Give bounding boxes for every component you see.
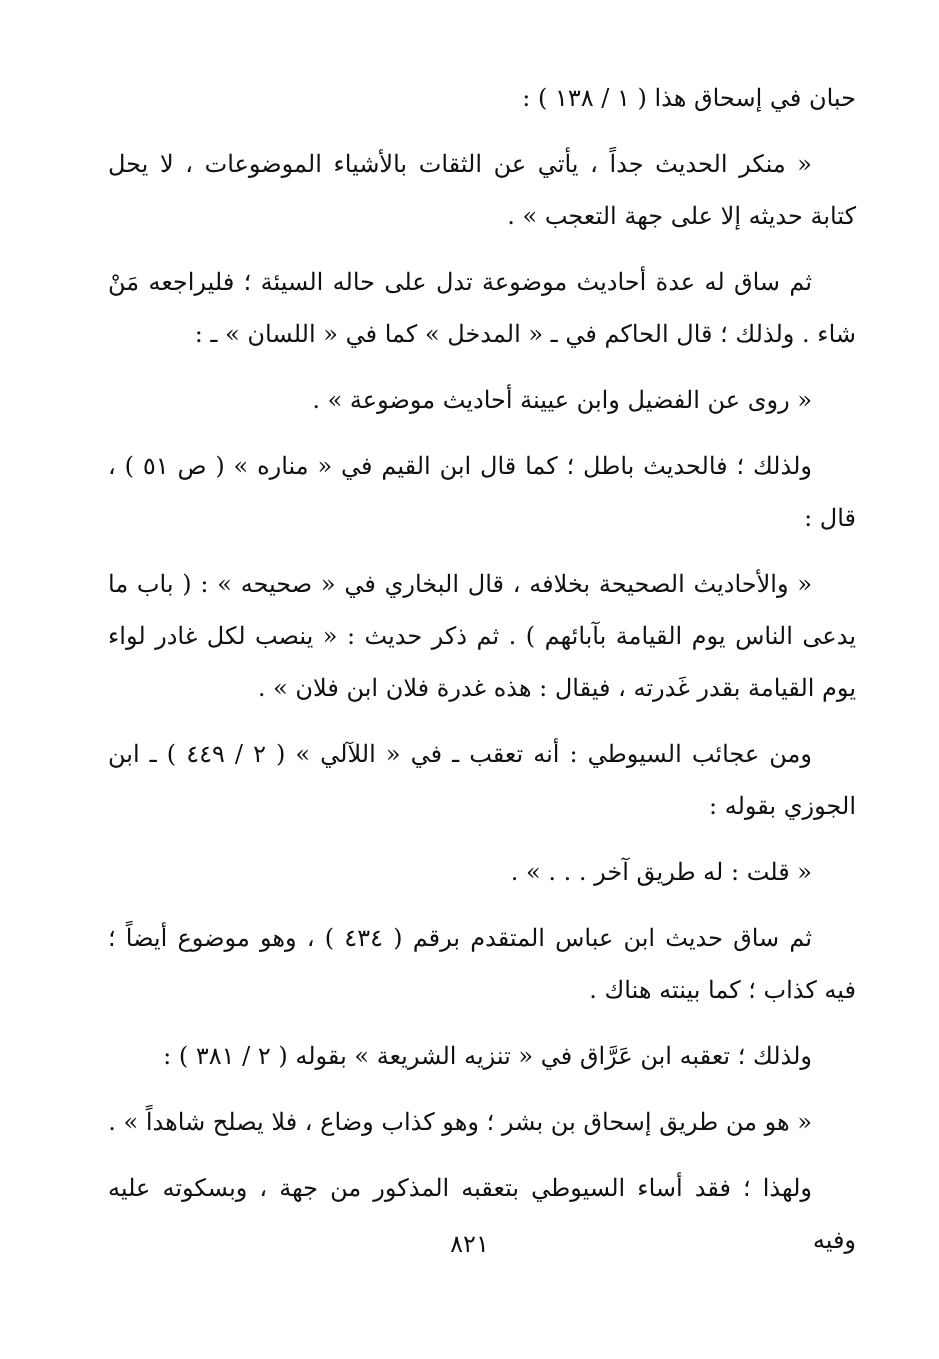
paragraph-12: ولهذا ؛ فقد أساء السيوطي بتعقبه المذكور من جهة ، وبسكوته عليه وفيه bbox=[108, 1174, 856, 1254]
paragraph-2-quote: « منكر الحديث جداً ، يأتي عن الثقات بالأشياء الموضوعات ، لا يحل كتابة حديثه إلا على جهة التعجب » . bbox=[108, 150, 856, 230]
paragraph-1: حبان في إسحاق هذا ( ١ / ١٣٨ ) : bbox=[522, 84, 856, 112]
paragraph-7: ومن عجائب السيوطي : أنه تعقب ـ في « اللآلي » ( ٢ / ٤٤٩ ) ـ ابن الجوزي بقوله : bbox=[108, 740, 856, 820]
paragraph-8-quote: « قلت : له طريق آخر . . . » . bbox=[510, 858, 812, 886]
paragraph-9: ثم ساق حديث ابن عباس المتقدم برقم ( ٤٣٤ ) ، وهو موضوع أيضاً ؛ فيه كذاب ؛ كما بينته هناك . bbox=[108, 924, 856, 1004]
paragraph-6-quote: « والأحاديث الصحيحة بخلافه ، قال البخاري في « صحيحه » : ( باب ما يدعى الناس يوم القيامة بآبائهم ) . ثم ذكر حديث : « ينصب لكل غادر لواء يوم القيامة بقدر غَدرته ، فيقال : هذه غدرة فلان ابن فلان » . bbox=[108, 570, 856, 702]
paragraph-10: ولذلك ؛ تعقبه ابن عَرَّاق في « تنزيه الشريعة » بقوله ( ٢ / ٣٨١ ) : bbox=[163, 1042, 812, 1070]
body-text bbox=[108, 72, 856, 1280]
paragraph-11-quote: « هو من طريق إسحاق بن بشر ؛ وهو كذاب وضاع ، فلا يصلح شاهداً » . bbox=[108, 1108, 812, 1136]
paragraph-4-quote: « روى عن الفضيل وابن عيينة أحاديث موضوعة » . bbox=[312, 386, 812, 414]
page-number: ٨٢١ bbox=[450, 1230, 489, 1258]
paragraph-5: ولذلك ؛ فالحديث باطل ؛ كما قال ابن القيم في « مناره » ( ص ٥١ ) ، قال : bbox=[108, 452, 856, 532]
paragraph-3: ثم ساق له عدة أحاديث موضوعة تدل على حاله السيئة ؛ فليراجعه مَنْ شاء . ولذلك ؛ قال الحاكم في ـ « المدخل » كما في « اللسان » ـ : bbox=[108, 268, 856, 348]
